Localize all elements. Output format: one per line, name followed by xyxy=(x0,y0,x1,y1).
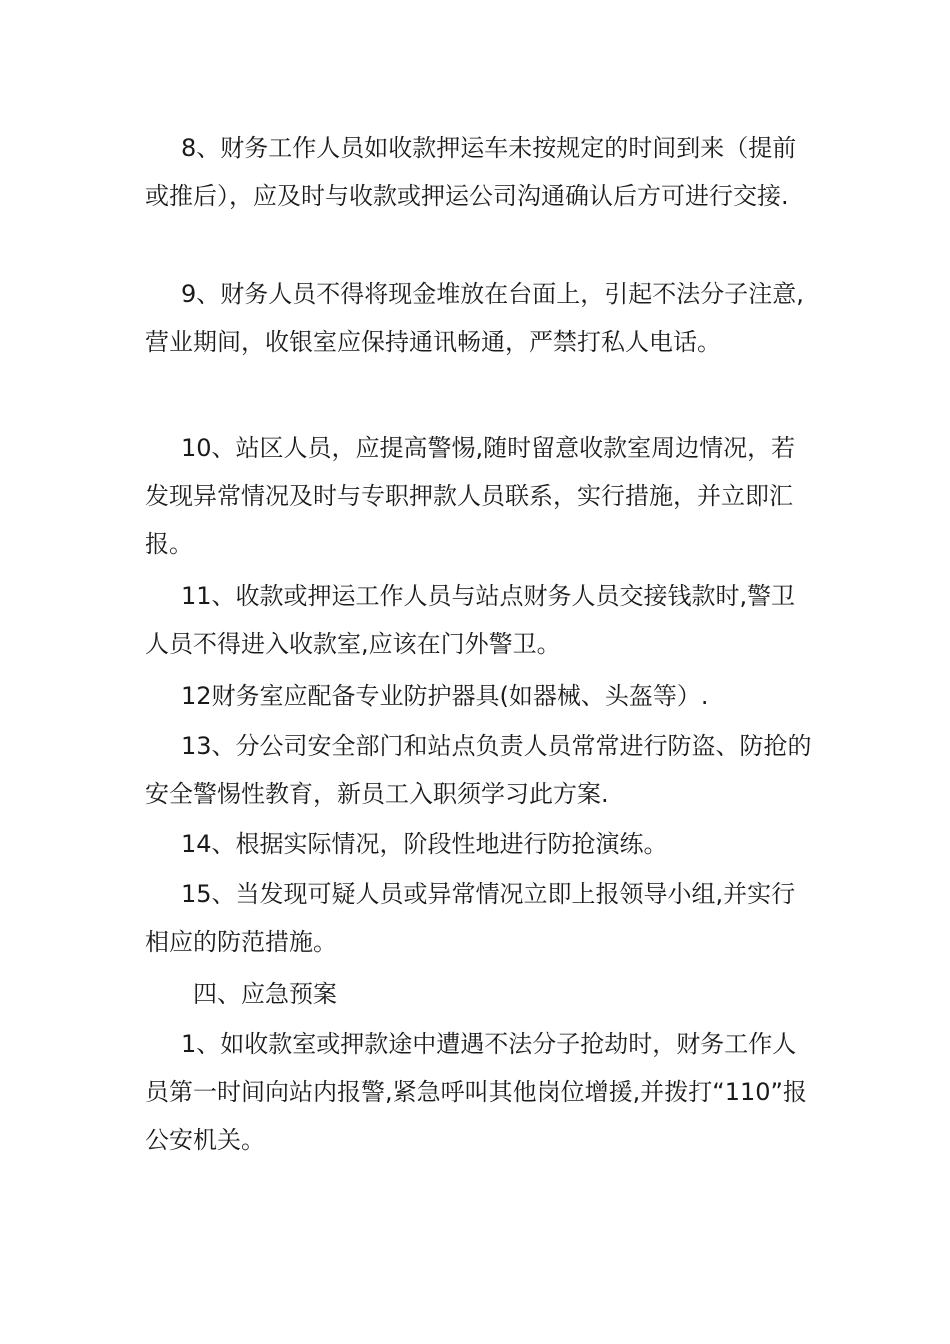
paragraph-13: 13、分公司安全部门和站点负责人员常常进行防盗、防抢的安全警惕性教育，新员工入职须学习此方案. xyxy=(145,732,812,808)
paragraph-12: 12财务室应配备专业防护器具(如器械、头盔等）. xyxy=(181,682,709,710)
paragraph-8: 8、财务工作人员如收款押运车未按规定的时间到来（提前或推后），应及时与收款或押运公司沟通确认后方可进行交接. xyxy=(145,134,797,210)
paragraph-9: 9、财务人员不得将现金堆放在台面上，引起不法分子注意,营业期间，收银室应保持通讯畅通，严禁打私人电话。 xyxy=(145,280,804,356)
paragraph-11: 11、收款或押运工作人员与站点财务人员交接钱款时,警卫人员不得进入收款室,应该在门外警卫。 xyxy=(145,582,796,658)
paragraph-10: 10、站区人员，应提高警惕,随时留意收款室周边情况，若发现异常情况及时与专职押款人员联系，实行措施，并立即汇报。 xyxy=(145,434,796,558)
paragraph-14: 14、根据实际情况，阶段性地进行防抢演练。 xyxy=(181,830,668,858)
paragraph-15: 15、当发现可疑人员或异常情况立即上报领导小组,并实行相应的防范措施。 xyxy=(145,880,796,956)
section-heading-emergency-plan: 四、应急预案 xyxy=(193,980,337,1008)
emergency-paragraph-1: 1、如收款室或押款途中遭遇不法分子抢劫时，财务工作人员第一时间向站内报警,紧急呼叫其他岗位增援,并拨打“110”报公安机关。 xyxy=(145,1030,807,1154)
